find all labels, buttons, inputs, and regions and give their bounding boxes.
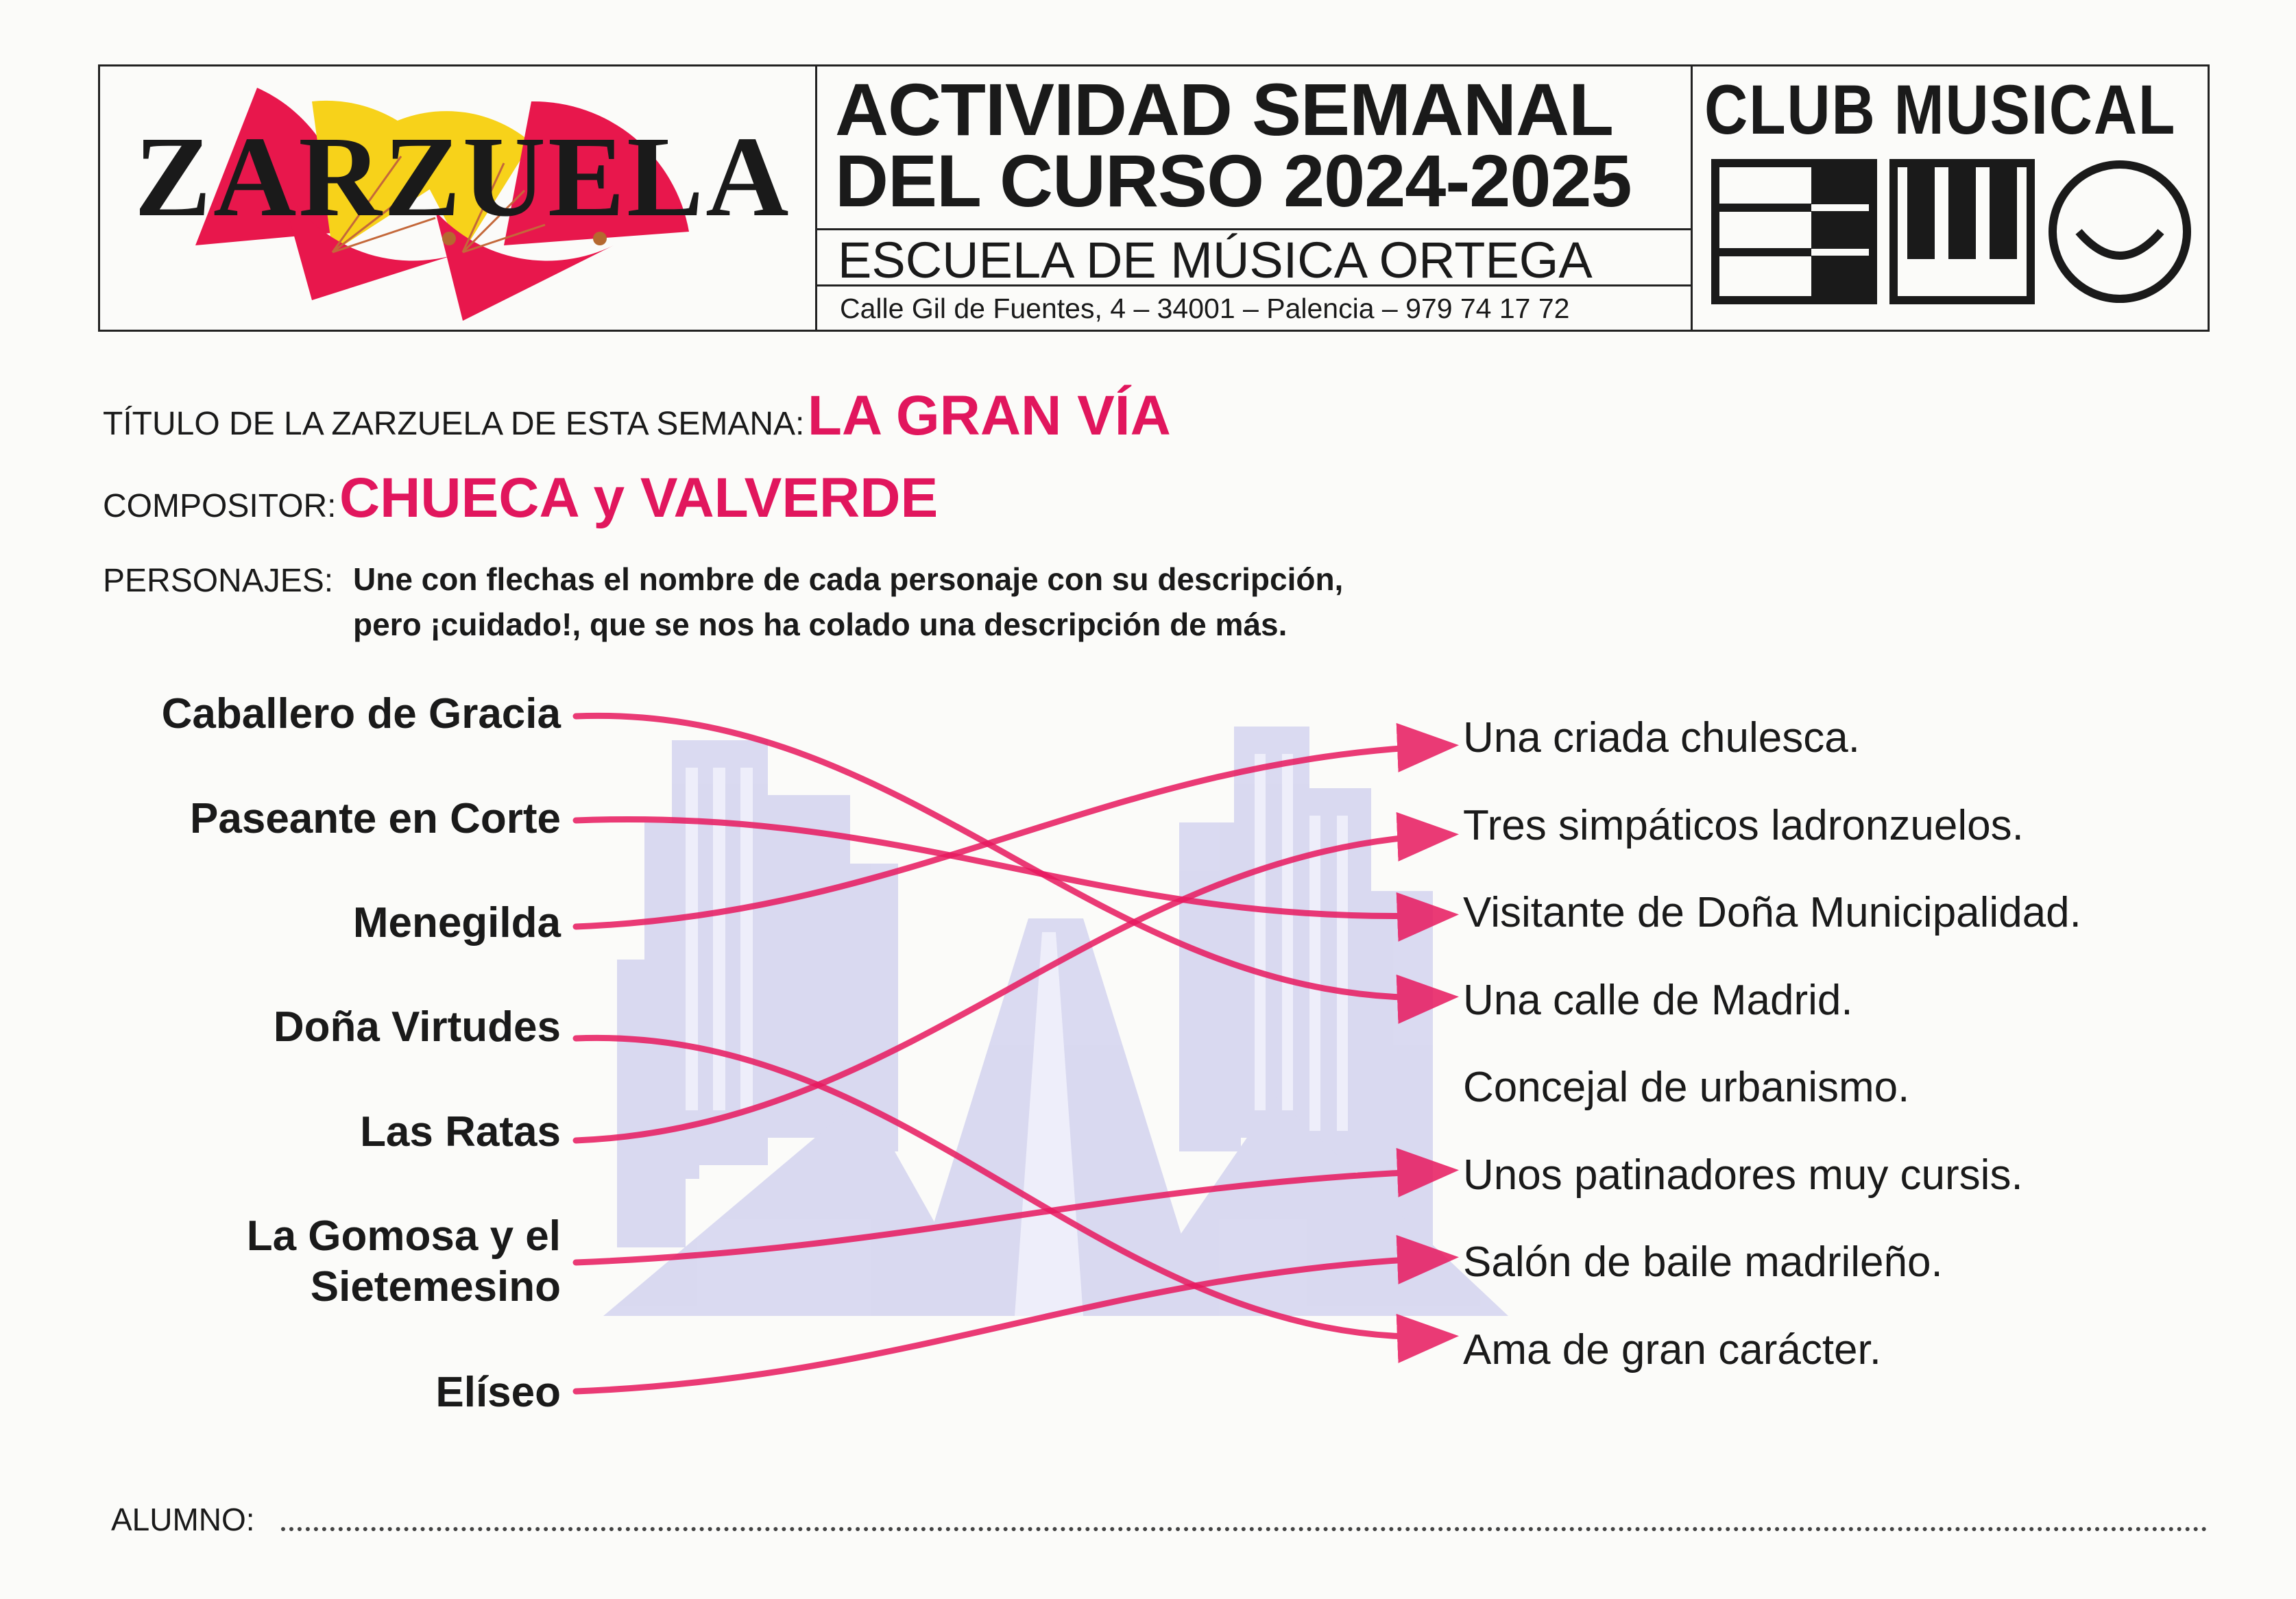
school-address: Calle Gil de Fuentes, 4 – 34001 – Palencia – 979 74 17 72 bbox=[840, 293, 1570, 324]
description-item: Tres simpáticos ladronzuelos. bbox=[1463, 802, 2024, 849]
character-item: Caballero de Gracia bbox=[161, 690, 561, 737]
student-label: ALUMNO: bbox=[111, 1502, 255, 1537]
character-item-line: La Gomosa y el bbox=[246, 1212, 561, 1260]
activity-title-line: ACTIVIDAD SEMANAL bbox=[835, 68, 1613, 151]
character-item: Paseante en Corte bbox=[190, 795, 561, 842]
description-item: Salón de baile madrileño. bbox=[1463, 1238, 1943, 1286]
match-arrow bbox=[576, 746, 1447, 927]
description-item: Una criada chulesca. bbox=[1463, 714, 1860, 761]
logo-wordmark: ZARZUELA bbox=[134, 113, 791, 241]
character-item: Menegilda bbox=[352, 899, 561, 947]
title-value: LA GRAN VÍA bbox=[807, 385, 1171, 447]
character-item: Elíseo bbox=[435, 1369, 561, 1416]
instructions-line: pero ¡cuidado!, que se nos ha colado una descripción de más. bbox=[353, 607, 1288, 642]
characters-label: PERSONAJES: bbox=[103, 563, 334, 599]
description-item: Ama de gran carácter. bbox=[1463, 1326, 1881, 1374]
instructions-line: Une con flechas el nombre de cada personaje con su descripción, bbox=[353, 561, 1344, 597]
student-name-line[interactable] bbox=[281, 1527, 2208, 1531]
composer-value: CHUECA y VALVERDE bbox=[339, 467, 939, 529]
activity-title-line: DEL CURSO 2024-2025 bbox=[835, 139, 1632, 222]
character-item-line: Sietemesino bbox=[310, 1263, 561, 1310]
club-name: CLUB MUSICAL bbox=[1704, 71, 2177, 149]
composer-label: COMPOSITOR: bbox=[103, 488, 337, 524]
description-item: Visitante de Doña Municipalidad. bbox=[1463, 889, 2081, 936]
description-item: Una calle de Madrid. bbox=[1463, 977, 1853, 1024]
character-item: Doña Virtudes bbox=[273, 1003, 561, 1051]
match-arrow bbox=[576, 1038, 1447, 1336]
description-item: Unos patinadores muy cursis. bbox=[1463, 1151, 2023, 1199]
character-item: Las Ratas bbox=[360, 1108, 561, 1156]
title-label: TÍTULO DE LA ZARZUELA DE ESTA SEMANA: bbox=[103, 406, 805, 442]
description-item: Concejal de urbanismo. bbox=[1463, 1064, 1910, 1111]
school-name: ESCUELA DE MÚSICA ORTEGA bbox=[838, 232, 1593, 289]
